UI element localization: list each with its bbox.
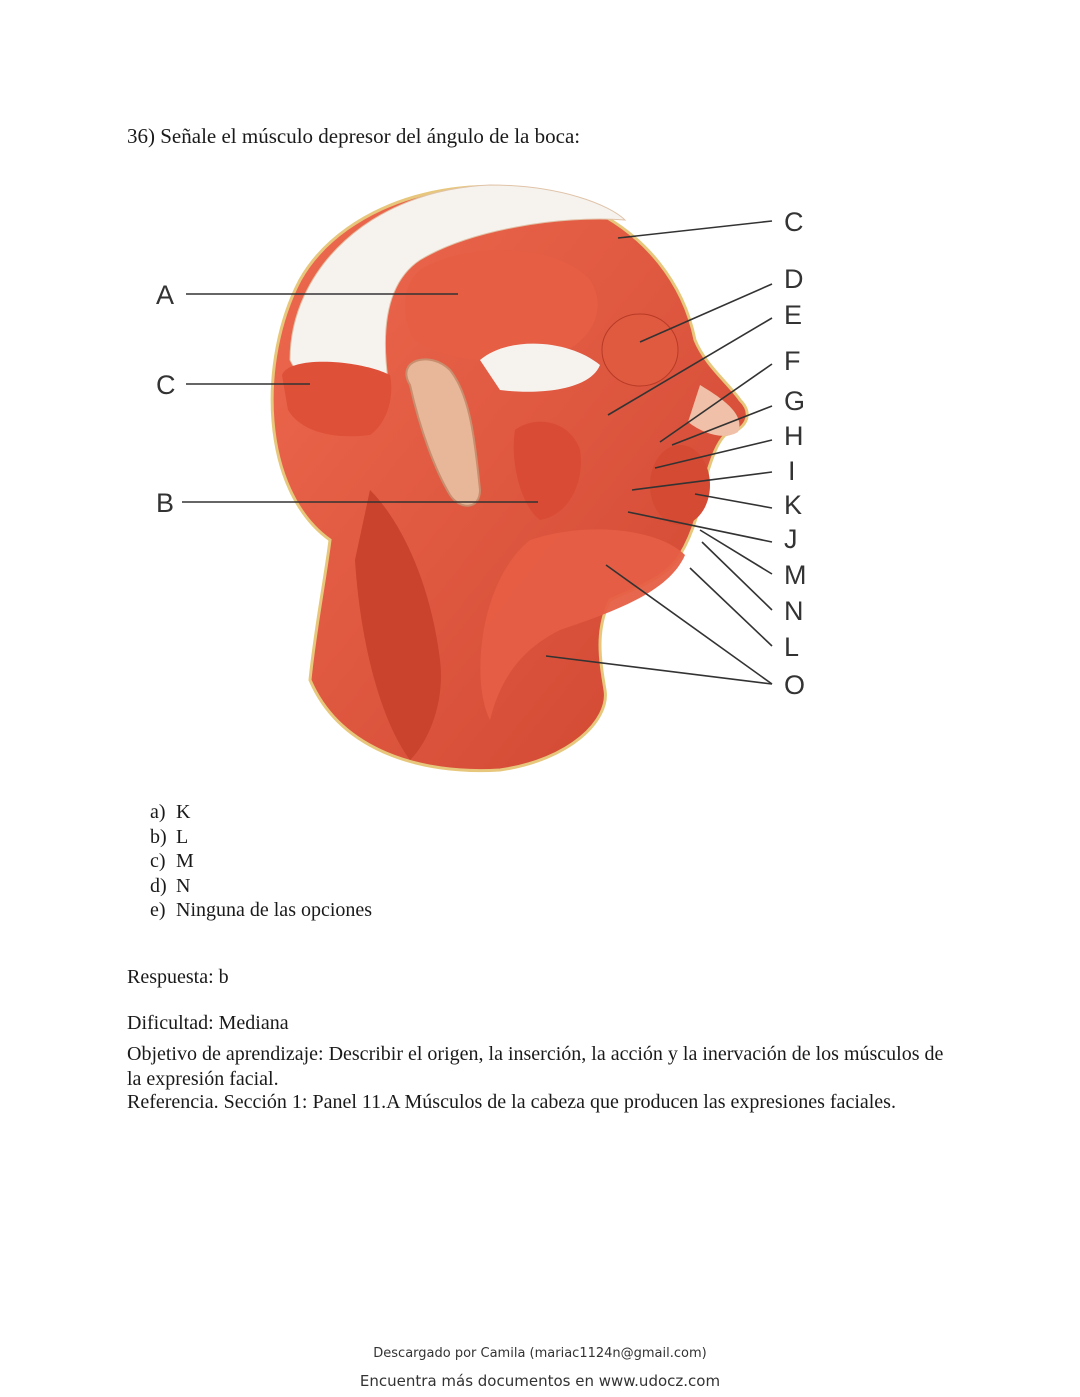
label-h: H: [784, 421, 804, 451]
label-l: L: [784, 632, 800, 662]
option-c: c) M: [150, 850, 194, 872]
label-o: O: [784, 670, 806, 700]
option-a: a) K: [150, 801, 191, 823]
footer-more-documents: Encuentra más documentos en www.udocz.com: [359, 1372, 721, 1390]
label-a: A: [156, 280, 175, 310]
footer-downloaded-by: Descargado por Camila (mariac1124n@gmail.com): [373, 1346, 707, 1361]
label-f: F: [784, 346, 801, 376]
label-e: E: [784, 300, 803, 330]
temporalis-muscle: [405, 250, 598, 362]
option-b: b) L: [150, 825, 189, 848]
label-c-right: C: [784, 207, 804, 237]
reference-text: Referencia. Sección 1: Panel 11.A Músculos de la cabeza que producen las expresiones faciales.: [127, 1091, 896, 1113]
label-d: D: [784, 264, 804, 294]
head-muscles-illustration: [140, 160, 840, 780]
label-m: M: [784, 560, 807, 590]
label-c-left: C: [156, 370, 176, 400]
label-n: N: [784, 596, 804, 626]
option-e: e) Ninguna de las opciones: [150, 899, 373, 921]
label-k: K: [784, 490, 803, 520]
label-b: B: [156, 488, 175, 518]
question-text: 36) Señale el músculo depresor del ángulo de la boca:: [127, 124, 581, 148]
orbicularis-oculi: [602, 314, 678, 386]
option-d: d) N: [150, 874, 191, 897]
label-i: I: [788, 456, 796, 486]
answer-options: [150, 800, 372, 923]
label-g: G: [784, 386, 806, 416]
difficulty-text: Dificultad: Mediana: [127, 1012, 289, 1034]
learning-objective: Objetivo de aprendizaje: Describir el origen, la inserción, la acción y la inervación de los músculos de la expresión facial.: [127, 1043, 944, 1090]
answer-text: Respuesta: b: [127, 966, 229, 988]
label-j: J: [784, 524, 798, 554]
